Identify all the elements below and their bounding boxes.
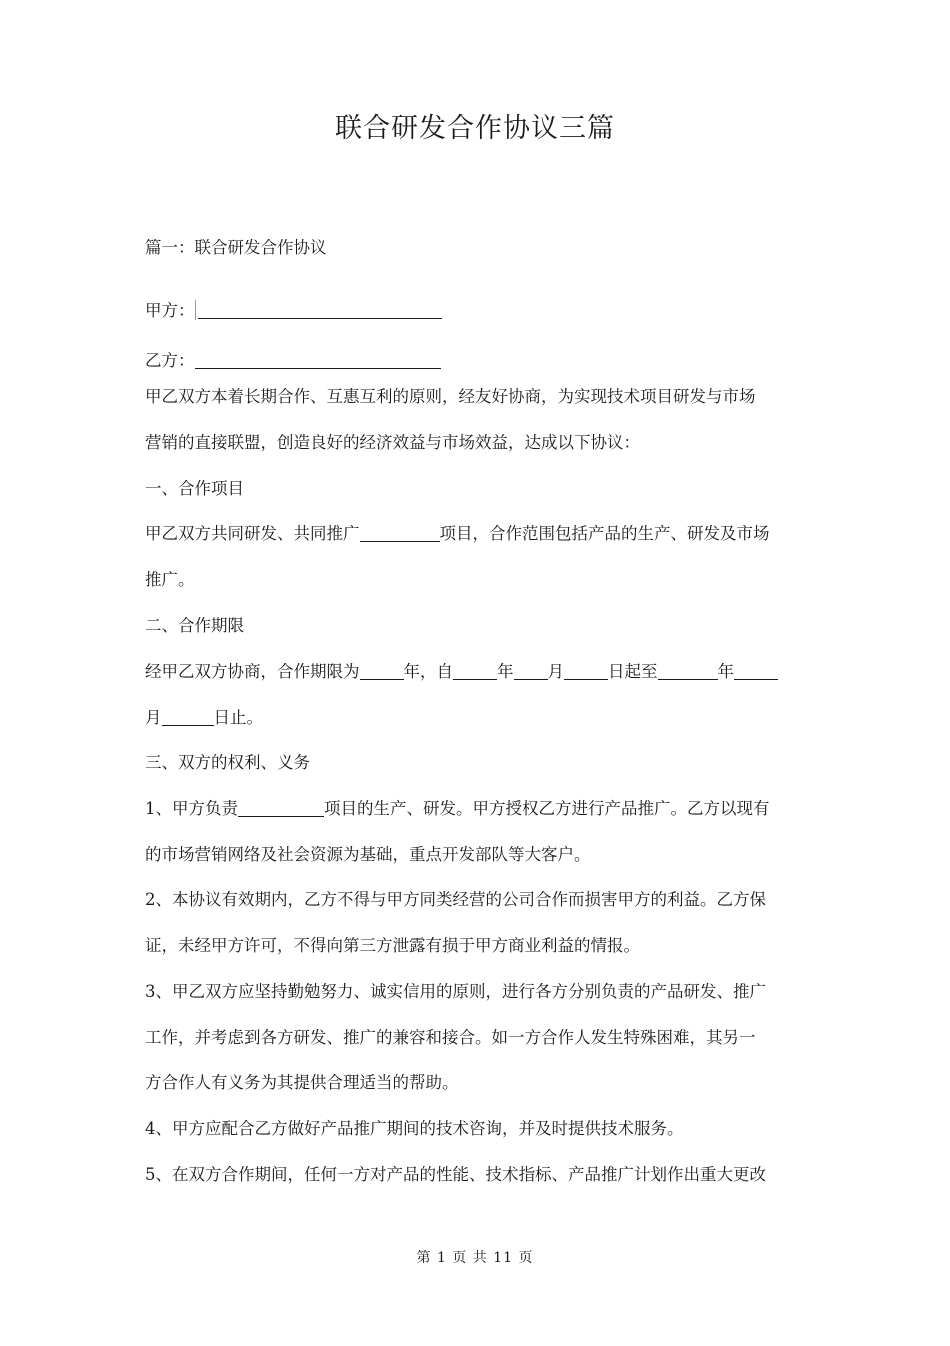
rights-1-line-1 [145,798,810,820]
start-day-blank[interactable] [564,662,608,680]
text-cursor [195,300,196,320]
document-title: 联合研发合作协议三篇 [335,113,615,144]
rights-2-line-1: 2、本协议有效期内，乙方不得与甲方同类经营的公司合作而损害甲方的利益。乙方保 [145,890,766,909]
term-years-blank[interactable] [360,662,404,680]
rights-4-line-1: 4、甲方应配合乙方做好产品推广期间的技术咨询，并及时提供技术服务。 [145,1119,684,1138]
term-text-8: 日止。 [213,708,263,727]
rights-1-line-2: 的市场营销网络及社会资源为基础，重点开发部队等大客户。 [145,845,591,864]
project-name-blank[interactable] [360,524,440,542]
heading-cooperation-project: 一、合作项目 [145,479,244,498]
rights-1-text-a: 1、甲方负责 [145,799,238,818]
item1-line-2: 推广。 [145,570,195,589]
rights-3-line-3: 方合作人有义务为其提供合理适当的帮助。 [145,1073,459,1092]
term-text-7: 月 [145,708,162,727]
rights-2-line-2: 证，未经甲方许可，不得向第三方泄露有损于甲方商业利益的情报。 [145,936,640,955]
term-text-2: 年，自 [403,662,453,681]
intro-line-1: 甲乙双方本着长期合作、互惠互利的原则，经友好协商，为实现技术项目研发与市场 [145,387,756,406]
rights-5-line-1: 5、在双方合作期间，任何一方对产品的性能、技术指标、产品推广计划作出重大更改 [145,1165,766,1184]
rights-project-blank[interactable] [238,799,324,817]
end-year-blank[interactable] [658,662,718,680]
party-b-label: 乙方： [145,351,195,370]
rights-3-line-1: 3、甲乙双方应坚持勤勉努力、诚实信用的原则，进行各方分别负责的产品研发、推广 [145,982,766,1001]
item1-line-1 [145,523,810,545]
term-line-2 [145,707,810,729]
heading-rights-obligations: 三、双方的权利、义务 [145,753,310,772]
item1-text-b: 项目，合作范围包括产品的生产、研发及市场 [439,524,770,543]
page-number-footer: 第 1 页 共 11 页 [416,1250,534,1266]
end-day-blank[interactable] [162,708,214,726]
party-a-label: 甲方： [145,301,195,320]
term-text-1: 经甲乙双方协商，合作期限为 [145,662,360,681]
term-text-3: 年 [497,662,514,681]
party-a-row [145,300,810,322]
start-month-blank[interactable] [514,662,548,680]
rights-3-line-2: 工作，并考虑到各方研发、推广的兼容和接合。如一方合作人发生特殊困难，其另一 [145,1028,756,1047]
term-text-4: 月 [547,662,564,681]
term-line-1 [145,661,810,683]
item1-text-a: 甲乙双方共同研发、共同推广 [145,524,360,543]
heading-cooperation-term: 二、合作期限 [145,616,244,635]
term-text-6: 年 [717,662,734,681]
rights-1-text-b: 项目的生产、研发。甲方授权乙方进行产品推广。乙方以现有 [324,799,770,818]
section-heading: 篇一：联合研发合作协议 [145,238,327,257]
start-year-blank[interactable] [453,662,497,680]
party-b-blank[interactable] [195,351,441,369]
party-b-row [145,350,810,372]
intro-line-2: 营销的直接联盟，创造良好的经济效益与市场效益，达成以下协议： [145,433,640,452]
end-month-blank[interactable] [734,662,778,680]
term-text-5: 日起至 [608,662,658,681]
party-a-blank[interactable] [198,301,442,319]
